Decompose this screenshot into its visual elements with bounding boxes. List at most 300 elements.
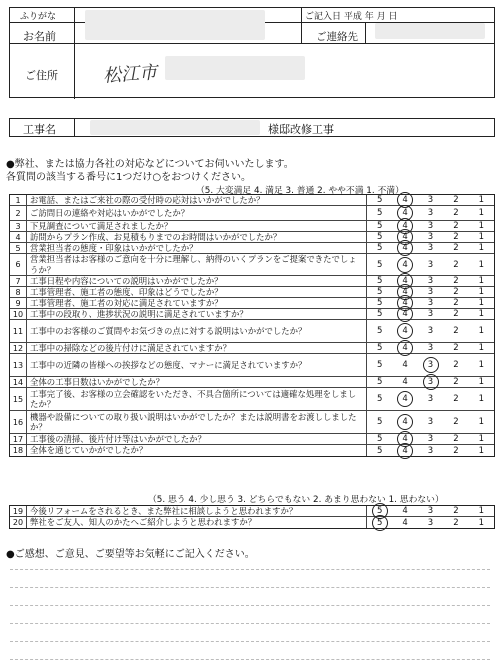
score-value: 2 [453, 360, 459, 370]
score-option[interactable] [469, 254, 494, 275]
score-value: 5 [376, 309, 383, 319]
score-value: 1 [478, 208, 485, 218]
score-value: 1 [478, 377, 485, 387]
question-number: 20 [10, 517, 27, 528]
question-row [10, 377, 494, 388]
score-value: 3 [427, 360, 434, 370]
score-options [367, 243, 494, 253]
score-option[interactable] [469, 506, 494, 516]
question-text: 訪問からプラン作成、お見積もりまでのお時間はいかがでしたか？ [27, 232, 367, 242]
recommend-table [9, 505, 495, 529]
score-option[interactable] [367, 434, 392, 444]
question-text: 工事後の清掃、後片付け等はいかがでしたか？ [27, 434, 367, 444]
score-option[interactable] [443, 232, 468, 242]
score-value: 5 [376, 445, 383, 456]
score-option[interactable] [469, 445, 494, 456]
score-value: 1 [478, 326, 485, 336]
question-row [10, 254, 494, 276]
score-value: 5 [376, 377, 383, 387]
score-option[interactable] [418, 377, 443, 387]
intro-line-2: 各質問の該当する番号に1つだけ○をおつけください。 [6, 172, 251, 183]
work-client-field [90, 120, 260, 135]
score-value: 3 [427, 221, 434, 231]
score-value: 5 [376, 506, 383, 516]
selection-circle [372, 515, 388, 531]
question-text: 工事中の近隣の皆様への挨拶などの態度、マナーに満足されていますか？ [27, 354, 367, 376]
score-value: 1 [478, 394, 485, 404]
score-option[interactable] [469, 517, 494, 528]
question-row [10, 506, 494, 517]
score-value: 3 [427, 259, 434, 270]
score-value: 3 [427, 195, 434, 205]
score-option[interactable] [443, 320, 468, 342]
score-value: 2 [453, 445, 459, 456]
score-value: 5 [376, 326, 383, 336]
score-value: 5 [376, 195, 383, 205]
score-value: 1 [478, 445, 485, 456]
question-number: 14 [10, 377, 27, 387]
score-value: 5 [376, 243, 383, 253]
score-options [367, 411, 494, 433]
score-value: 2 [453, 309, 459, 319]
score-value: 1 [478, 298, 485, 308]
score-options [367, 287, 494, 297]
question-text: ご訪問日の連絡や対応はいかがでしたか？ [27, 206, 367, 220]
intro-line-1: ●弊社、または協力各社の対応などについてお伺いいたします。 [6, 159, 294, 170]
score-option[interactable] [367, 343, 392, 353]
selection-circle [397, 443, 413, 459]
score-options [367, 434, 494, 444]
score-option[interactable] [367, 309, 392, 319]
score-option[interactable] [367, 320, 392, 342]
score-value: 4 [402, 298, 408, 308]
comment-line [10, 587, 490, 588]
score-value: 3 [427, 232, 434, 242]
question-number: 2 [10, 206, 27, 220]
score-option[interactable] [443, 221, 468, 231]
score-option[interactable] [418, 517, 443, 528]
comment-line [10, 605, 490, 606]
question-row [10, 343, 494, 354]
score-options [367, 206, 494, 220]
question-text: 工事中の段取り、進捗状況の説明に満足されていますか？ [27, 309, 367, 319]
score-option[interactable] [469, 232, 494, 242]
score-value: 4 [402, 287, 408, 297]
question-row [10, 206, 494, 221]
address-label: ご住所 [25, 69, 58, 82]
score-value: 1 [478, 276, 485, 286]
score-option[interactable] [367, 195, 392, 205]
score-option[interactable] [443, 506, 468, 516]
question-number: 11 [10, 320, 27, 342]
score-option[interactable] [367, 254, 392, 275]
score-value: 5 [376, 417, 383, 427]
score-value: 4 [402, 259, 408, 270]
score-value: 4 [402, 208, 408, 218]
contact-label: ご連絡先 [316, 31, 358, 43]
score-value: 4 [402, 506, 408, 516]
selection-circle [397, 391, 413, 407]
score-value: 5 [376, 394, 383, 404]
score-value: 5 [376, 298, 383, 308]
score-option[interactable] [392, 377, 417, 387]
question-text: 今後リフォームをされるとき、また弊社に相談しようと思われますか？ [27, 506, 367, 516]
score-value: 3 [427, 276, 434, 286]
score-option[interactable] [392, 411, 417, 433]
question-text: 工事管理者、施工者の態度、印象はどうでしたか？ [27, 287, 367, 297]
score-options [367, 298, 494, 308]
score-value: 2 [453, 287, 459, 297]
score-value: 5 [376, 517, 383, 528]
question-text: 工事中の掃除などの後片付けに満足されていますか？ [27, 343, 367, 353]
score-option[interactable] [469, 377, 494, 387]
score-option[interactable] [443, 388, 468, 410]
score-option[interactable] [418, 434, 443, 444]
score-option[interactable] [418, 354, 443, 376]
score-value: 2 [453, 417, 459, 427]
questions-table [9, 194, 495, 457]
score-option[interactable] [418, 320, 443, 342]
score-value: 5 [376, 232, 383, 242]
score-value: 3 [427, 343, 434, 353]
work-label: 工事名 [23, 123, 56, 136]
score-value: 2 [453, 208, 459, 218]
score-value: 1 [478, 517, 485, 528]
question-row [10, 276, 494, 287]
score-option[interactable] [418, 309, 443, 319]
score-value: 1 [478, 343, 485, 353]
score-option[interactable] [392, 309, 417, 319]
score-option[interactable] [367, 388, 392, 410]
score-options [367, 517, 494, 528]
score-value: 2 [453, 326, 459, 336]
score-value: 4 [402, 326, 408, 336]
score-value: 4 [402, 434, 408, 444]
selection-circle [397, 323, 413, 339]
score-option[interactable] [367, 232, 392, 242]
question-number: 13 [10, 354, 27, 376]
score-value: 4 [402, 221, 408, 231]
score-value: 5 [376, 360, 383, 370]
question-number: 7 [10, 276, 27, 286]
score-option[interactable] [443, 434, 468, 444]
score-option[interactable] [469, 354, 494, 376]
selection-circle [423, 357, 439, 373]
score-option[interactable] [418, 298, 443, 308]
question-number: 15 [10, 388, 27, 410]
question-row [10, 434, 494, 445]
comment-line [10, 659, 490, 660]
score-option[interactable] [392, 517, 417, 528]
score-option[interactable] [443, 411, 468, 433]
name-label: お名前 [23, 30, 56, 43]
score-value: 4 [402, 276, 408, 286]
score-value: 3 [427, 434, 434, 444]
selection-circle [397, 414, 413, 430]
question-row [10, 195, 494, 206]
question-number: 3 [10, 221, 27, 231]
score-option[interactable] [418, 195, 443, 205]
question-number: 5 [10, 243, 27, 253]
score-value: 2 [453, 276, 459, 286]
score-option[interactable] [418, 388, 443, 410]
question-text: お電話、またはご来社の際の受付時の応対はいかがでしたか？ [27, 195, 367, 205]
score-option[interactable] [392, 320, 417, 342]
score-options [367, 506, 494, 516]
score-option[interactable] [443, 354, 468, 376]
question-text: 工事日程や内容についての説明はいかがでしたか？ [27, 276, 367, 286]
score-option[interactable] [469, 388, 494, 410]
score-option[interactable] [367, 206, 392, 220]
score-value: 5 [376, 287, 383, 297]
score-value: 3 [427, 445, 434, 456]
score-option[interactable] [367, 354, 392, 376]
score-option[interactable] [443, 195, 468, 205]
score-value: 4 [402, 360, 408, 370]
score-value: 1 [478, 309, 485, 319]
question-number: 6 [10, 254, 27, 275]
question-row [10, 320, 494, 343]
score-option[interactable] [418, 243, 443, 253]
score-value: 4 [402, 243, 408, 253]
score-option[interactable] [392, 354, 417, 376]
comment-line [10, 623, 490, 624]
score-value: 1 [478, 434, 485, 444]
question-text: 工事管理者、施工者の対応に満足されていますか？ [27, 298, 367, 308]
score-option[interactable] [392, 506, 417, 516]
score-option[interactable] [443, 298, 468, 308]
comment-line [10, 641, 490, 642]
score-value: 4 [402, 232, 408, 242]
score-value: 1 [478, 221, 485, 231]
score-value: 4 [402, 309, 408, 319]
score-option[interactable] [418, 276, 443, 286]
score-option[interactable] [367, 298, 392, 308]
score-option[interactable] [469, 206, 494, 220]
score-option[interactable] [367, 243, 392, 253]
score-option[interactable] [469, 343, 494, 353]
score-option[interactable] [418, 287, 443, 297]
score-option[interactable] [418, 232, 443, 242]
score-option[interactable] [367, 411, 392, 433]
score-value: 4 [402, 195, 408, 205]
question-row [10, 243, 494, 254]
score-value: 1 [478, 243, 485, 253]
score-option[interactable] [443, 287, 468, 297]
score-option[interactable] [392, 445, 417, 456]
question-number: 17 [10, 434, 27, 444]
score-value: 1 [478, 287, 485, 297]
score-options [367, 254, 494, 275]
score-options [367, 309, 494, 319]
score-option[interactable] [469, 287, 494, 297]
score-option[interactable] [392, 388, 417, 410]
score-option[interactable] [418, 221, 443, 231]
question-row [10, 287, 494, 298]
score-option[interactable] [469, 243, 494, 253]
score-options [367, 221, 494, 231]
score-option[interactable] [367, 221, 392, 231]
score-option[interactable] [469, 309, 494, 319]
score-value: 2 [453, 377, 459, 387]
score-value: 1 [478, 360, 485, 370]
score-option[interactable] [443, 343, 468, 353]
score-option[interactable] [443, 309, 468, 319]
score-value: 4 [402, 517, 408, 528]
score-option[interactable] [418, 254, 443, 275]
question-number: 18 [10, 445, 27, 456]
score-option[interactable] [469, 411, 494, 433]
question-text: 営業担当者はお客様のご意向を十分に理解し、納得のいくプランをご提案できたでしょうか？ [27, 254, 367, 275]
score-options [367, 320, 494, 342]
question-text: 下見調査について満足されましたか？ [27, 221, 367, 231]
score-option[interactable] [469, 195, 494, 205]
score-value: 3 [427, 377, 434, 387]
question-row [10, 517, 494, 528]
score-option[interactable] [443, 276, 468, 286]
question-text: 全体を通じていかがでしたか？ [27, 445, 367, 456]
score-options [367, 377, 494, 387]
date-label: ご記入日 平成 年 月 日 [305, 12, 398, 22]
score-option[interactable] [443, 517, 468, 528]
score-options [367, 343, 494, 353]
score-value: 5 [376, 208, 383, 218]
score-option[interactable] [392, 243, 417, 253]
score-value: 1 [478, 232, 485, 242]
score-value: 2 [453, 195, 459, 205]
score-value: 2 [453, 343, 459, 353]
score-value: 3 [427, 506, 434, 516]
question-number: 12 [10, 343, 27, 353]
score-option[interactable] [392, 343, 417, 353]
score-option[interactable] [367, 445, 392, 456]
score-option[interactable] [367, 517, 392, 528]
score-value: 2 [453, 506, 459, 516]
score-value: 2 [453, 232, 459, 242]
question-row [10, 354, 494, 377]
score-value: 4 [402, 417, 408, 427]
score-option[interactable] [367, 287, 392, 297]
score-option[interactable] [443, 377, 468, 387]
score-option[interactable] [392, 195, 417, 205]
question-row [10, 388, 494, 411]
score-value: 2 [453, 259, 459, 270]
score-option[interactable] [469, 221, 494, 231]
score-value: 1 [478, 259, 485, 270]
question-number: 4 [10, 232, 27, 242]
comments-label: ●ご感想、ご意見、ご要望等お気軽にご記入ください。 [6, 549, 255, 560]
question-row [10, 232, 494, 243]
question-number: 19 [10, 506, 27, 516]
address-handwriting: 松江市 [102, 62, 158, 87]
score-option[interactable] [443, 445, 468, 456]
score-value: 3 [427, 417, 434, 427]
score-value: 2 [453, 434, 459, 444]
question-text: 機器や設備についての取り扱い説明はいかがでしたか？または説明書をお渡ししましたか？ [27, 411, 367, 433]
score-option[interactable] [367, 276, 392, 286]
score-option[interactable] [443, 254, 468, 275]
scale-legend-satisfaction: （5. 大変満足 4. 満足 3. 普通 2. やや不満 1. 不満） [196, 186, 404, 196]
question-row [10, 221, 494, 232]
score-value: 5 [376, 276, 383, 286]
scale-legend-agreement: （5. 思う 4. 少し思う 3. どちらでもない 2. あまり思わない 1. 思わない） [148, 495, 444, 505]
question-number: 1 [10, 195, 27, 205]
question-row [10, 298, 494, 309]
furigana-label: ふりがな [20, 12, 57, 22]
work-value: 様邸改修工事 [268, 123, 334, 136]
score-value: 1 [478, 417, 485, 427]
score-value: 2 [453, 517, 459, 528]
score-value: 2 [453, 221, 459, 231]
contact-field [375, 23, 485, 39]
score-options [367, 276, 494, 286]
score-value: 5 [376, 221, 383, 231]
score-option[interactable] [469, 434, 494, 444]
score-option[interactable] [418, 445, 443, 456]
score-value: 5 [376, 343, 383, 353]
score-value: 3 [427, 309, 434, 319]
question-row [10, 411, 494, 434]
score-option[interactable] [443, 206, 468, 220]
name-field [85, 10, 265, 40]
question-text: 弊社をご友人、知人のかたへご紹介しようと思われますか？ [27, 517, 367, 528]
score-value: 2 [453, 394, 459, 404]
score-value: 3 [427, 326, 434, 336]
question-text: 工事中のお客様のご質問やお気づきの点に対する説明はいかがでしたか？ [27, 320, 367, 342]
address-field [165, 56, 305, 80]
score-value: 3 [427, 517, 434, 528]
comment-line [10, 569, 490, 570]
score-value: 3 [427, 298, 434, 308]
score-value: 4 [402, 377, 408, 387]
score-option[interactable] [418, 343, 443, 353]
score-value: 5 [376, 434, 383, 444]
question-text: 工事完了後、お客様の立会確認をいただき、不具合箇所については適確な処理をしましたか？ [27, 388, 367, 410]
question-number: 10 [10, 309, 27, 319]
score-value: 1 [478, 195, 485, 205]
score-value: 3 [427, 243, 434, 253]
score-options [367, 195, 494, 205]
score-value: 4 [402, 445, 408, 456]
score-value: 5 [376, 259, 383, 270]
score-option[interactable] [469, 298, 494, 308]
question-row [10, 309, 494, 320]
score-option[interactable] [443, 243, 468, 253]
score-value: 3 [427, 287, 434, 297]
score-options [367, 232, 494, 242]
score-options [367, 445, 494, 456]
question-text: 営業担当者の態度・印象はいかがでしたか？ [27, 243, 367, 253]
question-text: 全体の工事日数はいかがでしたか？ [27, 377, 367, 387]
score-value: 3 [427, 208, 434, 218]
question-row [10, 445, 494, 456]
score-value: 3 [427, 394, 434, 404]
score-option[interactable] [392, 254, 417, 275]
score-option[interactable] [418, 506, 443, 516]
score-value: 4 [402, 394, 408, 404]
score-option[interactable] [367, 377, 392, 387]
score-option[interactable] [418, 411, 443, 433]
score-option[interactable] [469, 276, 494, 286]
score-option[interactable] [418, 206, 443, 220]
question-number: 9 [10, 298, 27, 308]
question-number: 16 [10, 411, 27, 433]
score-value: 1 [478, 506, 485, 516]
score-option[interactable] [469, 320, 494, 342]
score-options [367, 354, 494, 376]
score-options [367, 388, 494, 410]
selection-circle [397, 257, 413, 273]
